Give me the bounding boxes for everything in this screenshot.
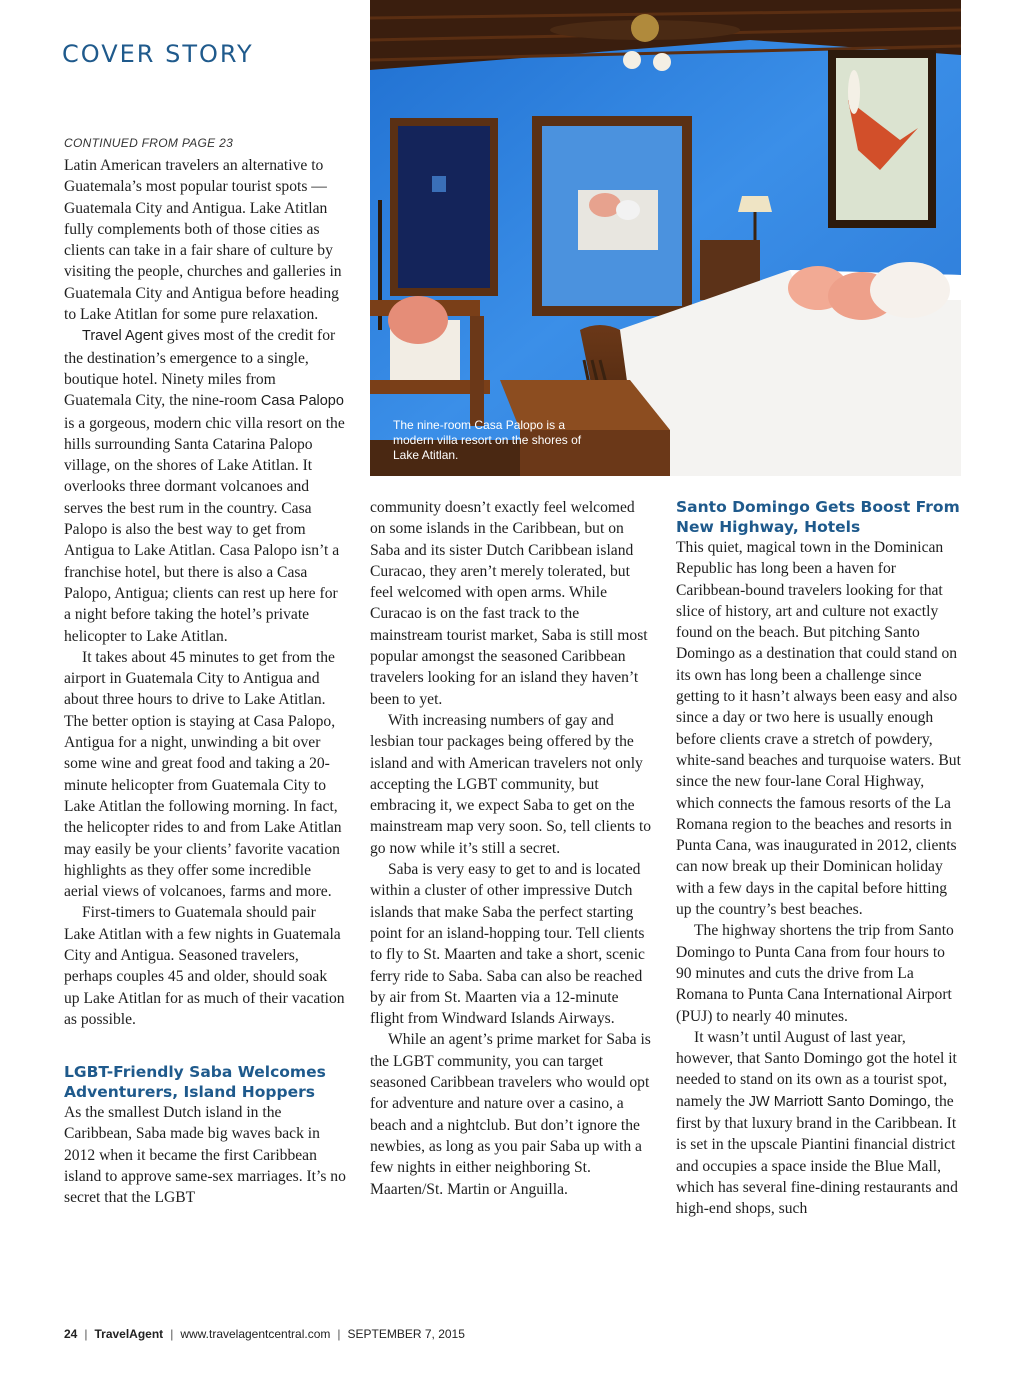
page-footer bbox=[64, 1327, 465, 1341]
paragraph bbox=[676, 1027, 962, 1220]
paragraph: community doesn’t exactly feel welcomed on some islands in the Caribbean, but on Saba and its sister Dutch Caribbean island Curacao, they aren’t merely tolerated, but feel welcomed with open arms. While Curacao is on the fast track to the mainstream tourist market, Saba is still most popular amongst the seasoned Caribbean travelers looking for an island they haven’t been to yet. bbox=[370, 499, 648, 708]
separator: | bbox=[84, 1327, 88, 1341]
paragraph: While an agent’s prime market for Saba is the LGBT community, you can target seasoned Caribbean travelers who would opt for adventure and nature over a casino, a beach and a nightclub. But don’t ignore the newbies, as long as you pair Saba up with a few nights in either neighboring St. Maarten/St. Martin or Anguilla. bbox=[370, 1031, 651, 1198]
column-3 bbox=[676, 497, 962, 1220]
paragraph: As the smallest Dutch island in the Caribbean, Saba made big waves back in 2012 when it became the first Caribbean island to approve same-sex marriages. It’s no secret that the LGBT bbox=[64, 1104, 346, 1207]
separator: | bbox=[337, 1327, 341, 1341]
section-label: COVER STORY bbox=[62, 40, 254, 68]
subheading-santo-domingo: Santo Domingo Gets Boost From New Highway, Hotels bbox=[676, 498, 960, 536]
continued-label: CONTINUED FROM PAGE 23 bbox=[64, 136, 234, 150]
footer-brand: TravelAgent bbox=[94, 1327, 164, 1341]
paragraph: First-timers to Guatemala should pair Lake Atitlan with a few nights in Guatemala City and Antigua. Seasoned travelers, perhaps couples 45 and older, should soak up Lake Atitlan for as much of their vacation as possible. bbox=[64, 904, 345, 1028]
paragraph: This quiet, magical town in the Dominican Republic has long been a haven for Caribbean-bound travelers looking for that slice of history, art and culture not exactly found on the beach. But pitching Santo Domingo as a destination that could stand on its own has long been a challenge since getting to it hasn’t always been easy and also since a day or two here is usually enough before clients crave a stretch of powdery, white-sand beaches and turquoise waters. But since the new four-lane Coral Highway, which connects the famous resorts of the La Romana region to the beaches and resorts in Punta Cana, was inaugurated in 2012, clients can now break up their Dominican holiday with a few days in the capital before hitting up the country’s best beaches. bbox=[676, 539, 961, 919]
hotel-name: Casa Palopo bbox=[260, 393, 344, 410]
paragraph: The highway shortens the trip from Santo Domingo to Punta Cana from four hours to 90 minutes and cuts the drive from La Romana to Punta Cana International Airport (PUJ) to nearly 40 minutes. bbox=[676, 922, 954, 1025]
paragraph: Saba is very easy to get to and is located within a cluster of other impressive Dutch islands that make Saba the perfect starting point for an island-hopping tour. Tell clients to fly to St. Maarten and take a short, scenic ferry ride to Saba. Saba can also be reached by air from St. Maarten via a 12-minute flight from Windward Islands Airways. bbox=[370, 861, 645, 1028]
separator: | bbox=[170, 1327, 174, 1341]
subheading-saba: LGBT-Friendly Saba Welcomes Adventurers, Island Hoppers bbox=[64, 1063, 326, 1102]
room-illustration bbox=[370, 0, 961, 476]
paragraph: With increasing numbers of gay and lesbian tour packages being offered by the island and with American travelers not only accepting the LGBT community, but embracing it, we expect Saba to get on the mainstream map very soon. So, tell clients to go now while it’s still a secret. bbox=[370, 711, 652, 857]
paragraph: It takes about 45 minutes to get from the airport in Guatemala City to Antigua and about three hours to drive to Lake Atitlan. The better option is staying at Casa Palopo, Antigua for a night, unwinding a bit over some wine and great food and taking a 20-minute helicopter from Guatemala City to Lake Atitlan the following morning. In fact, the helicopter rides to and from Lake Atitlan may easily be your clients’ favorite vacation highlights as they offer some incredible aerial views of volcanoes, farms and more. bbox=[64, 648, 342, 901]
hotel-room-photo bbox=[370, 0, 961, 476]
paragraph bbox=[64, 325, 346, 646]
column-1 bbox=[64, 155, 346, 1209]
column-2 bbox=[370, 497, 654, 1200]
text-run: is a gorgeous, modern chic villa resort on the hills surrounding Santa Catarina Palopo village, on the shores of Lake Atitlan. It overlooks three dormant volcanoes and serves the best rum in the country. Casa Palopo is also the best way to get from Antigua to Lake Atitlan. Casa Palopo isn’t a franchise hotel, but there is also a Casa Palopo, Antigua; clients can rest up here for a night before taking the hotel’s private helicopter to Lake Atitlan. bbox=[64, 414, 345, 645]
footer-date: SEPTEMBER 7, 2015 bbox=[347, 1327, 465, 1341]
text-run: gives most of the credit for the destination’s emergence to a single, boutique hotel. Ninety miles from Guatemala City, the nine-room bbox=[64, 327, 336, 410]
text-run: It wasn’t until August of last year, however, that Santo Domingo got the hotel it needed to stand on its own as a tourist spot, namely the bbox=[676, 1028, 957, 1110]
hotel-name: JW Marriott Santo Domingo bbox=[748, 1093, 927, 1110]
photo-caption: The nine-room Casa Palopo is a modern villa resort on the shores of Lake Atitlan. bbox=[393, 418, 582, 462]
footer-url: www.travelagentcentral.com bbox=[180, 1327, 331, 1341]
page-number: 24 bbox=[64, 1327, 78, 1341]
brand-name: Travel Agent bbox=[82, 328, 163, 345]
text-run: , the first by that luxury brand in the Caribbean. It is set in the upscale Piantini financial district and occupies a space inside the Blue Mall, which has several fine-dining restaurants and high-end shops, such bbox=[676, 1092, 958, 1218]
paragraph: Latin American travelers an alternative to Guatemala’s most popular tourist spots — Guatemala City and Antigua. Lake Atitlan fully complements both of those cities as clients can take in a fair share of culture by visiting the people, churches and galleries in Guatemala City and Antigua before heading to Lake Atitlan for some pure relaxation. bbox=[64, 157, 342, 324]
